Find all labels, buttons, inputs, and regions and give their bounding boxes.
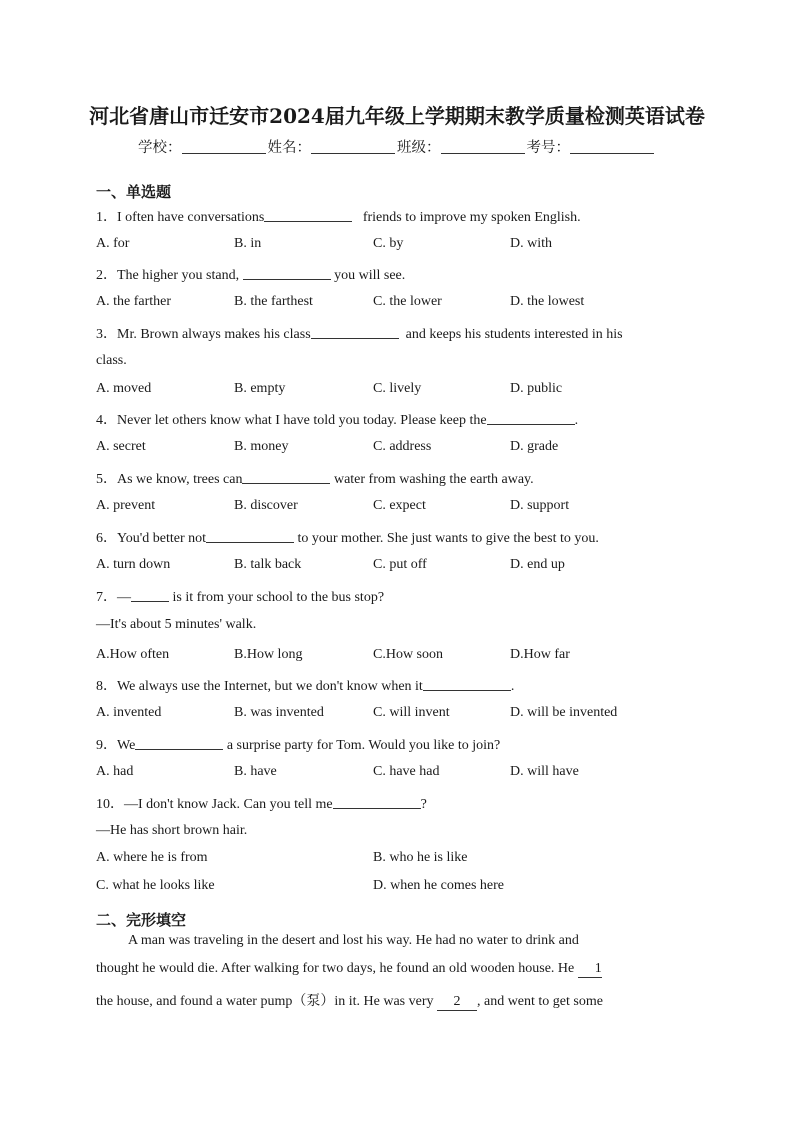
question-text: . [574, 413, 579, 428]
option-d[interactable]: D. support [510, 498, 570, 513]
option-b[interactable]: B. who he is like [373, 850, 468, 865]
question-3 [96, 323, 696, 343]
cloze-blank-2[interactable]: 2 [437, 994, 477, 1011]
option-d[interactable]: D. will have [510, 764, 579, 779]
option-a[interactable]: A. moved [96, 381, 152, 396]
option-a[interactable]: A. where he is from [96, 850, 208, 865]
question-10-options-row-2 [96, 878, 716, 896]
question-text: 4．Never let others know what I have told you today. Please keep the [96, 413, 487, 428]
option-a[interactable]: A. for [96, 236, 130, 251]
student-info-line [0, 136, 794, 157]
section-heading-single-choice: 一、单选题 [96, 183, 172, 201]
passage-text: the house, and found a water pump（泵）in it. He was very [96, 994, 437, 1009]
answer-blank [487, 411, 575, 425]
question-1-options [96, 236, 716, 254]
question-text: ? [420, 797, 427, 812]
question-2 [96, 264, 696, 284]
passage-text: thought he would die. After walking for two days, he found an old wooden house. He [96, 961, 578, 976]
question-text: you will see. [334, 268, 406, 283]
question-text: 3．Mr. Brown always makes his class [96, 327, 311, 342]
question-text: . [510, 679, 515, 694]
option-d[interactable]: D. will be invented [510, 705, 618, 720]
option-d[interactable]: D. public [510, 381, 563, 396]
page-title: 河北省唐山市迁安市2024届九年级上学期期末教学质量检测英语试卷 [89, 104, 705, 128]
question-text: and keeps his students interested in his [405, 327, 623, 342]
question-text: 10．—I don't know Jack. Can you tell me [96, 797, 333, 812]
question-5 [96, 468, 696, 488]
option-c[interactable]: C. put off [373, 557, 427, 572]
name-label: 姓名： [267, 140, 311, 156]
option-c[interactable]: C. expect [373, 498, 426, 513]
option-a[interactable]: A.How often [96, 647, 170, 662]
option-d[interactable]: D. the lowest [510, 294, 585, 309]
class-label: 班级： [397, 140, 441, 156]
class-blank[interactable] [441, 139, 525, 154]
option-d[interactable]: D. with [510, 236, 552, 251]
option-b[interactable]: B. in [234, 236, 262, 251]
option-d[interactable]: D. when he comes here [373, 878, 505, 893]
question-6-options [96, 557, 716, 575]
option-c[interactable]: C. have had [373, 764, 440, 779]
question-text: friends to improve my spoken English. [362, 210, 581, 225]
answer-blank [423, 677, 511, 691]
question-text: 6．You'd better not [96, 531, 206, 546]
option-a[interactable]: A. turn down [96, 557, 171, 572]
answer-blank [243, 266, 331, 280]
question-4-options [96, 439, 716, 457]
option-c[interactable]: C. address [373, 439, 432, 454]
exam-no-blank[interactable] [570, 139, 654, 154]
option-d[interactable]: D. end up [510, 557, 565, 572]
option-b[interactable]: B. discover [234, 498, 298, 513]
option-c[interactable]: C.How soon [373, 647, 444, 662]
question-4 [96, 409, 696, 429]
cloze-blank-1[interactable]: 1 [578, 961, 602, 978]
option-c[interactable]: C. will invent [373, 705, 450, 720]
answer-blank [333, 795, 421, 809]
school-label: 学校： [138, 140, 182, 156]
option-b[interactable]: B. money [234, 439, 289, 454]
question-text: 7．— [96, 590, 131, 605]
question-9-options [96, 764, 716, 782]
question-3-continued: class. [96, 353, 127, 368]
question-text: 9．We [96, 738, 136, 753]
option-d[interactable]: D. grade [510, 439, 559, 454]
answer-blank [264, 208, 352, 222]
passage-line-3 [96, 990, 672, 1011]
passage-text: , and went to get some [476, 994, 603, 1009]
question-text: 8．We always use the Internet, but we don't know when it [96, 679, 423, 694]
question-text: to your mother. She just wants to give the best to you. [297, 531, 599, 546]
answer-blank [242, 470, 330, 484]
question-2-options [96, 294, 716, 312]
answer-blank [206, 529, 294, 543]
question-10 [96, 793, 696, 813]
passage-line-2 [96, 961, 672, 978]
question-text: 5．As we know, trees can [96, 472, 243, 487]
option-a[interactable]: A. secret [96, 439, 146, 454]
option-b[interactable]: B.How long [234, 647, 303, 662]
question-10-options-row-1 [96, 850, 716, 868]
option-a[interactable]: A. invented [96, 705, 162, 720]
question-6 [96, 527, 696, 547]
question-3-options [96, 381, 716, 399]
question-8 [96, 675, 696, 695]
exam-no-label: 考号： [526, 140, 570, 156]
option-c[interactable]: C. lively [373, 381, 422, 396]
passage-line-1: A man was traveling in the desert and lost his way. He had no water to drink and [128, 933, 579, 948]
school-blank[interactable] [182, 139, 266, 154]
option-a[interactable]: A. prevent [96, 498, 156, 513]
option-a[interactable]: A. had [96, 764, 134, 779]
option-b[interactable]: B. have [234, 764, 277, 779]
question-1 [96, 206, 696, 226]
answer-blank [311, 325, 399, 339]
question-text: 2．The higher you stand, [96, 268, 243, 283]
question-text: 1．I often have conversations [96, 210, 265, 225]
option-b[interactable]: B. was invented [234, 705, 324, 720]
question-text: is it from your school to the bus stop? [172, 590, 385, 605]
question-text: water from washing the earth away. [333, 472, 534, 487]
section-heading-cloze: 二、完形填空 [96, 911, 187, 929]
option-b[interactable]: B. talk back [234, 557, 302, 572]
question-9 [96, 734, 696, 754]
question-5-options [96, 498, 716, 516]
option-b[interactable]: B. empty [234, 381, 286, 396]
question-7-reply: —It's about 5 minutes' walk. [96, 617, 257, 632]
name-blank[interactable] [311, 139, 395, 154]
question-10-reply: —He has short brown hair. [96, 823, 248, 838]
answer-blank [131, 588, 169, 602]
answer-blank [135, 736, 223, 750]
question-7-options [96, 647, 716, 665]
question-8-options [96, 705, 716, 723]
option-d[interactable]: D.How far [510, 647, 570, 662]
option-c[interactable]: C. what he looks like [96, 878, 215, 893]
option-c[interactable]: C. the lower [373, 294, 442, 309]
option-a[interactable]: A. the farther [96, 294, 172, 309]
question-text: a surprise party for Tom. Would you like to join? [226, 738, 501, 753]
question-7 [96, 586, 696, 606]
option-c[interactable]: C. by [373, 236, 404, 251]
option-b[interactable]: B. the farthest [234, 294, 313, 309]
